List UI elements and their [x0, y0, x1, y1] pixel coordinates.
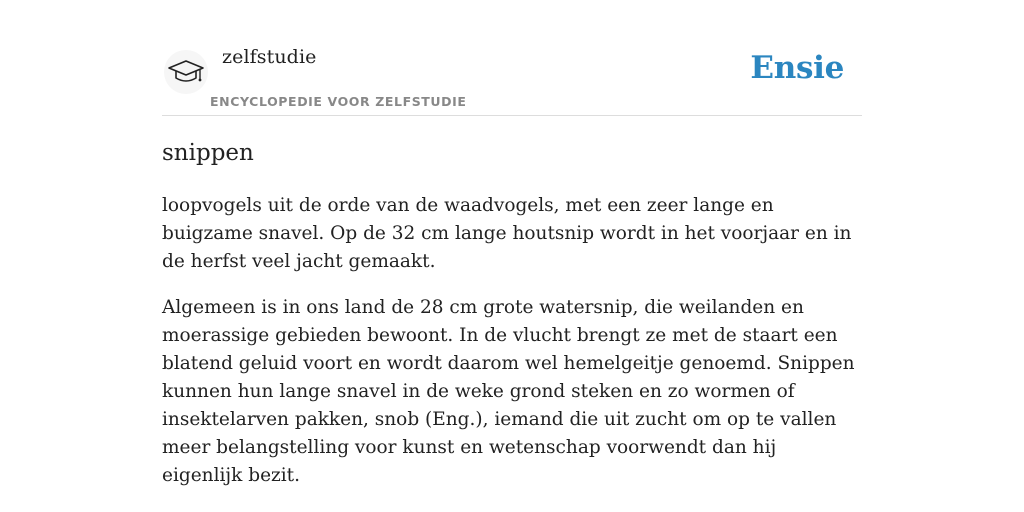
brand-logo-link[interactable]: Ensie [750, 50, 844, 86]
entry-body [162, 192, 862, 508]
site-header [162, 0, 862, 116]
site-logo[interactable] [164, 50, 208, 94]
entry-paragraph: Algemeen is in ons land de 28 cm grote watersnip, die weilanden en moerassige gebieden bewoont. In de vlucht brengt ze met de staart een blatend geluid voort en wordt daarom wel hemelgeitje genoemd. Snippen kunnen hun lange snavel in de weke grond steken en zo wormen of insektelarven pakken, snob (Eng.), iemand die uit zucht om op te vallen meer belangstelling voor kunst en wetenschap voorwendt dan hij eigenlijk bezit. [162, 297, 855, 486]
page-container [162, 0, 862, 486]
graduation-cap-icon [167, 57, 205, 87]
site-name[interactable]: zelfstudie [222, 46, 317, 68]
entry-paragraph: loopvogels uit de orde van de waadvogels, met een zeer lange en buigzame snavel. Op de 32 cm lange houtsnip wordt in het voorjaar en in de herfst veel jacht gemaakt. [162, 195, 852, 272]
entry-title: snippen [162, 140, 254, 166]
site-subtitle: ENCYCLOPEDIE VOOR ZELFSTUDIE [210, 94, 467, 109]
